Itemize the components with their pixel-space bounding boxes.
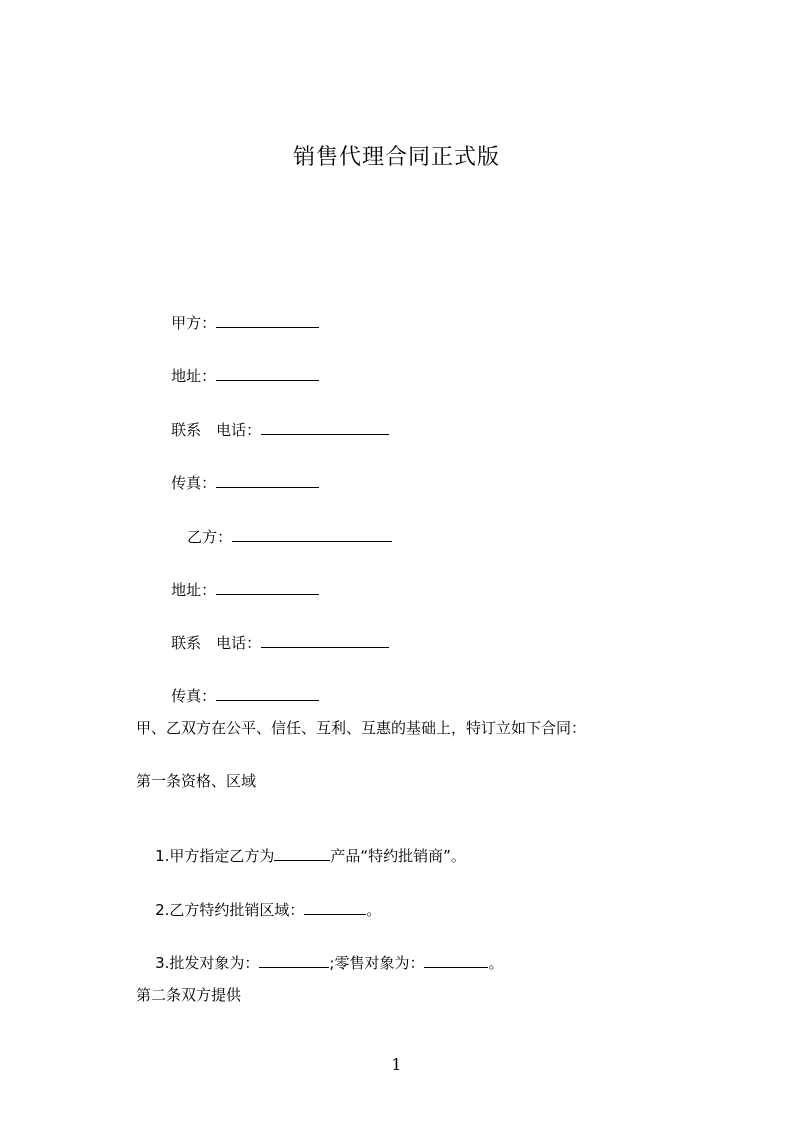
- party-b-phone-blank[interactable]: [261, 633, 389, 648]
- party-a-phone-blank[interactable]: [261, 420, 389, 435]
- article-1-item-1-text-before: 1.甲方指定乙方为: [155, 847, 275, 865]
- party-a-address-blank[interactable]: [216, 366, 319, 381]
- product-name-blank[interactable]: [274, 846, 330, 861]
- party-a-phone-label: 联系 电话：: [171, 421, 262, 439]
- wholesale-target-blank[interactable]: [259, 953, 329, 968]
- party-b-fax-label: 传真：: [171, 687, 217, 705]
- page-number: 1: [391, 1055, 402, 1074]
- article-1-heading: 第一条资格、区域: [136, 772, 257, 790]
- party-a-fax-label: 传真：: [171, 474, 217, 492]
- party-a-label: 甲方：: [171, 314, 217, 332]
- article-1-item-3-text-after: 。: [488, 954, 504, 972]
- document-title: 销售代理合同正式版: [292, 145, 500, 170]
- party-b-address-label: 地址：: [171, 581, 217, 599]
- party-a-blank[interactable]: [216, 313, 319, 328]
- distribution-region-blank[interactable]: [304, 900, 366, 915]
- article-1-item-2-text-before: 2.乙方特约批销区域：: [155, 901, 305, 919]
- party-a-fax-blank[interactable]: [216, 473, 319, 488]
- article-1-item-3-text-before: 3.批发对象为：: [155, 954, 260, 972]
- party-b-address-blank[interactable]: [216, 580, 319, 595]
- retail-target-blank[interactable]: [424, 953, 488, 968]
- article-2-heading: 第二条双方提供: [136, 986, 242, 1004]
- party-a-address-label: 地址：: [171, 367, 217, 385]
- article-1-item-2-text-after: 。: [366, 901, 382, 919]
- party-b-fax-blank[interactable]: [216, 686, 319, 701]
- party-b-phone-label: 联系 电话：: [171, 634, 262, 652]
- article-1-item-3-text-middle: ;零售对象为：: [329, 954, 425, 972]
- preamble-paragraph: 甲、乙双方在公平、信任、互利、互惠的基础上，特订立如下合同：: [136, 719, 587, 737]
- party-b-blank[interactable]: [232, 527, 392, 542]
- party-b-label: 乙方：: [187, 528, 233, 546]
- article-1-item-1-text-after: 产品“特约批销商”。: [330, 847, 466, 865]
